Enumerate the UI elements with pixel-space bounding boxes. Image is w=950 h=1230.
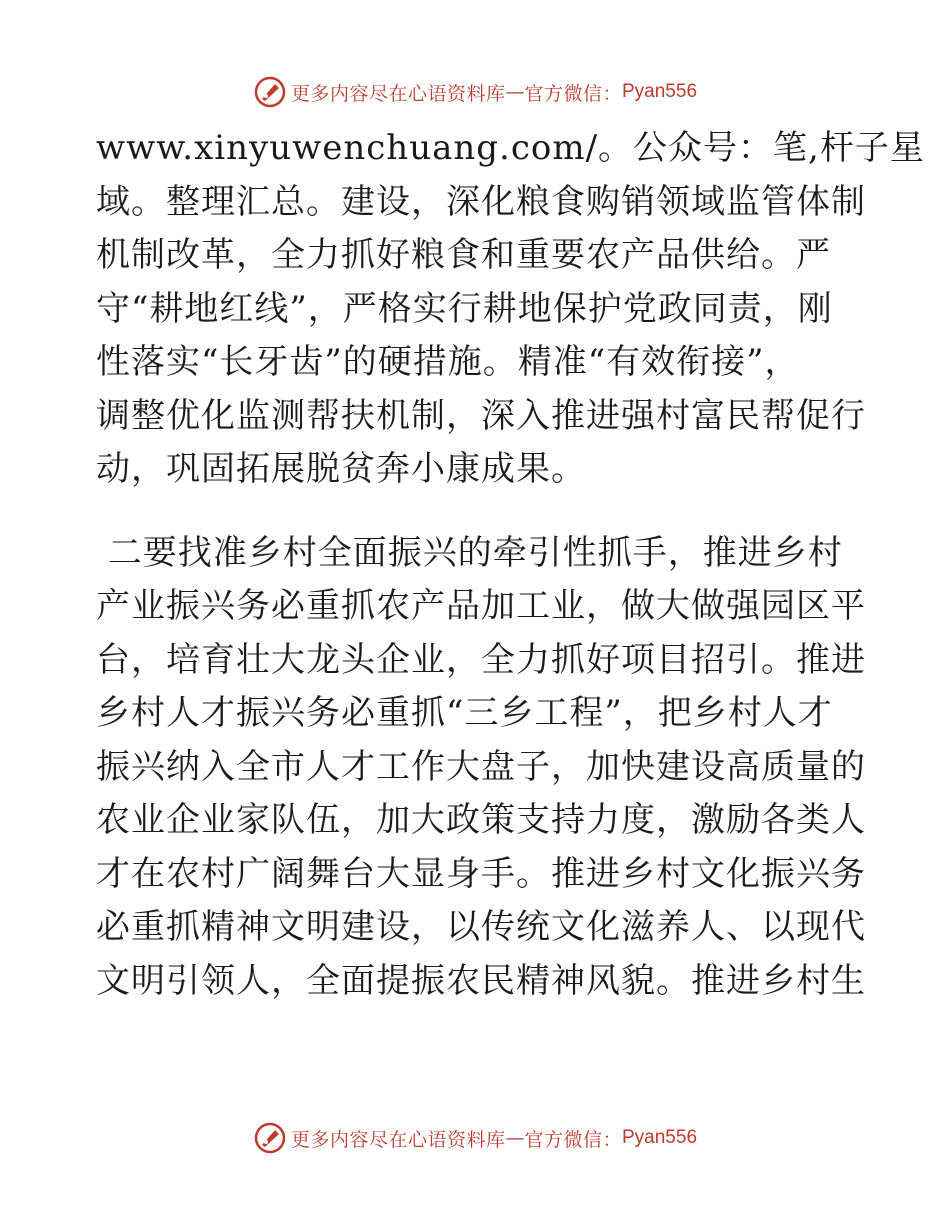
paragraph-gap — [96, 497, 856, 527]
text-line: 产业振兴务必重抓农产品加工业，做大做强园区平 — [96, 586, 866, 626]
text-line: 动，巩固拓展脱贫奔小康成果。 — [96, 449, 586, 489]
text-line: 二要找准乡村全面振兴的牵引性抓手，推进乡村 — [96, 532, 843, 573]
header-wechat-id: Pyan556 — [622, 81, 698, 102]
text-line: www.xinyuwenchuang.com/。公众号：笔,杆子星 — [96, 128, 925, 168]
text-line: 台，培育壮大龙头企业，全力抓好项目招引。推进 — [96, 639, 866, 680]
text-line: 农业企业家队伍，加大政策支持力度，激励各类人 — [96, 800, 866, 840]
header-watermark — [0, 72, 950, 112]
text-line: 才在农村广阔舞台大显身手。推进乡村文化振兴务 — [96, 853, 866, 894]
header-separator: — — [505, 81, 525, 103]
text-line: 调整优化监测帮扶机制，深入推进强村富民帮促行 — [96, 395, 866, 436]
footer-wechat-label: 官方微信： — [524, 1128, 622, 1151]
text-line: 文明引领人，全面提振农民精神风貌。推进乡村生 — [96, 960, 866, 1001]
text-line: 守“耕地红线”，严格实行耕地保护党政同责，刚 — [96, 288, 833, 329]
text-line: 乡村人才振兴务必重抓“三乡工程”，把乡村人才 — [96, 693, 833, 733]
footer-site-text: 更多内容尽在心语资料库 — [290, 1128, 506, 1151]
text-line: 必重抓精神文明建设，以传统文化滋养人、以现代 — [96, 907, 866, 947]
paragraph-1 — [96, 122, 925, 497]
footer-watermark — [0, 1118, 950, 1158]
paragraph-2 — [96, 527, 866, 1009]
footer-wechat-id: Pyan556 — [622, 1127, 698, 1148]
footer-separator: — — [505, 1127, 525, 1149]
text-line: 振兴纳入全市人才工作大盘子，加快建设高质量的 — [96, 746, 866, 787]
text-line: 域。整理汇总。建设，深化粮食购销领域监管体制 — [96, 181, 866, 222]
text-line: 性落实“长牙齿”的硬措施。精准“有效衔接”， — [96, 342, 800, 382]
pen-nib-logo-icon — [253, 1121, 287, 1155]
pen-nib-logo-icon — [253, 75, 287, 109]
header-wechat-label: 官方微信： — [524, 82, 622, 105]
text-line: 机制改革，全力抓好粮食和重要农产品供给。严 — [96, 235, 831, 275]
header-site-text: 更多内容尽在心语资料库 — [290, 82, 506, 105]
document-body — [96, 122, 925, 1008]
